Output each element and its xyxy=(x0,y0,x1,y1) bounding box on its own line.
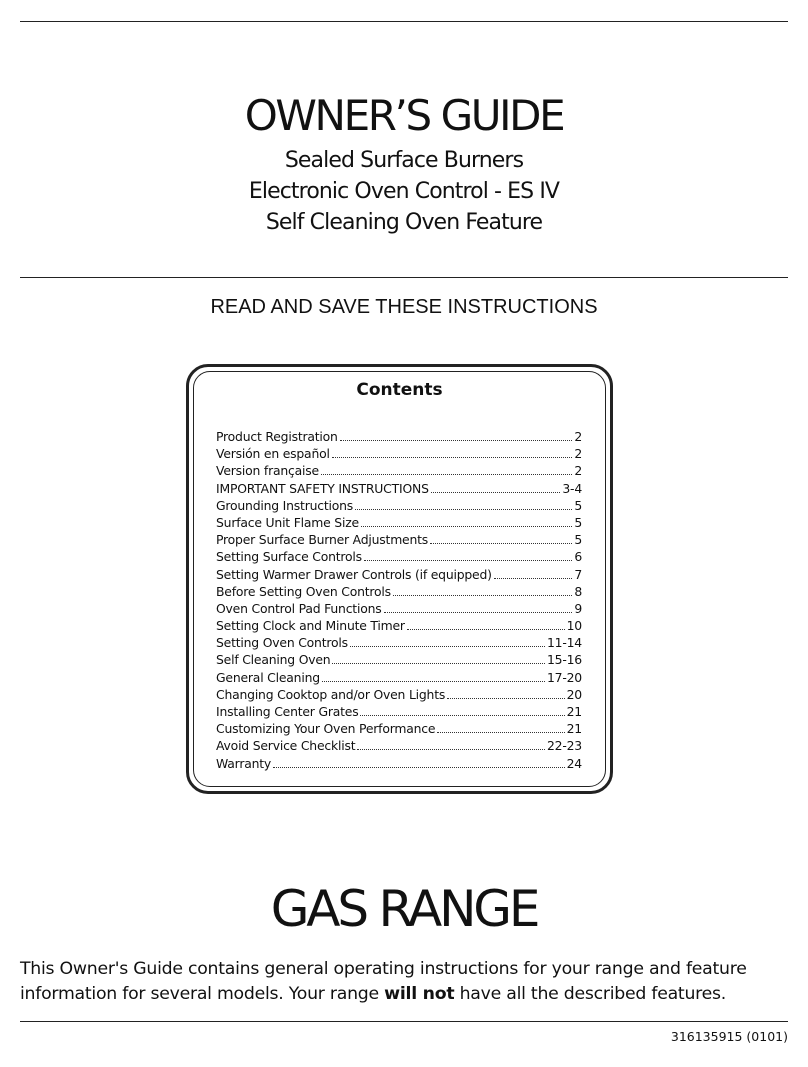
contents-box xyxy=(186,364,613,794)
contents-entry-page: 21 xyxy=(566,704,582,719)
contents-entry-leader xyxy=(340,428,573,441)
contents-entry-leader xyxy=(437,720,564,733)
contents-entry-leader xyxy=(431,480,561,493)
product-name: GAS RANGE xyxy=(270,880,538,938)
contents-entry xyxy=(216,651,582,668)
disclaimer-emphasis: will not xyxy=(384,984,455,1004)
disclaimer-text-end: have all the described features. xyxy=(454,984,727,1004)
contents-entry xyxy=(216,634,582,651)
contents-entry-page: 8 xyxy=(574,583,582,599)
contents-entry-page: 24 xyxy=(566,755,582,771)
part-number: 316135915 (0101) xyxy=(670,1029,788,1044)
contents-entry-label: Versión en español xyxy=(216,446,330,462)
contents-entry-page: 5 xyxy=(574,497,582,513)
contents-entry-label: Customizing Your Oven Performance xyxy=(216,721,436,737)
contents-entry-leader xyxy=(355,497,572,510)
contents-entry-label: Setting Surface Controls xyxy=(216,549,362,565)
disclaimer-text-start: This Owner's Guide contains general operating instructions for your range and feature information for several models. Your range xyxy=(20,959,747,1004)
contents-entry-page: 21 xyxy=(566,721,582,737)
middle-divider xyxy=(20,277,788,278)
contents-entry-label: Warranty xyxy=(216,755,272,771)
contents-entry-leader xyxy=(393,583,572,596)
contents-entry-leader xyxy=(332,651,545,664)
subtitle-self-cleaning: Self Cleaning Oven Feature xyxy=(265,210,543,235)
contents-entry xyxy=(216,737,582,754)
contents-entry-leader xyxy=(494,566,573,579)
contents-entry xyxy=(216,462,582,479)
contents-entry-label: Setting Clock and Minute Timer xyxy=(216,618,405,634)
contents-entry-label: Before Setting Oven Controls xyxy=(216,583,391,599)
contents-entry xyxy=(216,617,582,634)
contents-entry-leader xyxy=(321,462,572,475)
contents-entry xyxy=(216,669,582,686)
contents-entry-leader xyxy=(332,445,573,458)
contents-entry-label: Oven Control Pad Functions xyxy=(216,600,382,616)
contents-entry-label: Changing Cooktop and/or Oven Lights xyxy=(216,686,446,702)
contents-entry-leader xyxy=(384,600,573,613)
contents-entry-page: 9 xyxy=(574,600,582,616)
contents-entry xyxy=(216,720,582,737)
subtitle-sealed-burners: Sealed Surface Burners xyxy=(284,148,524,173)
contents-entry-label: Self Cleaning Oven xyxy=(216,652,331,668)
contents-entry-page: 20 xyxy=(566,686,582,702)
contents-entry xyxy=(216,583,582,600)
top-divider xyxy=(20,21,788,22)
contents-entry-leader xyxy=(350,634,545,647)
contents-entry xyxy=(216,600,582,617)
contents-entry-label: Setting Oven Controls xyxy=(216,635,348,651)
contents-list xyxy=(216,428,582,772)
contents-entry-leader xyxy=(364,548,572,561)
contents-entry-label: Proper Surface Burner Adjustments xyxy=(216,532,429,548)
contents-entry-label: Surface Unit Flame Size xyxy=(216,514,359,530)
contents-entry-page: 11-14 xyxy=(546,635,582,651)
contents-entry-page: 22-23 xyxy=(546,738,582,754)
contents-entry-leader xyxy=(322,669,545,682)
bottom-divider xyxy=(20,1021,788,1022)
contents-entry xyxy=(216,531,582,548)
contents-entry-leader xyxy=(361,514,572,527)
contents-entry-leader xyxy=(430,531,572,544)
contents-entry-leader xyxy=(447,686,565,699)
contents-entry-label: Grounding Instructions xyxy=(216,497,354,513)
contents-entry-label: Avoid Service Checklist xyxy=(216,738,356,754)
contents-entry-page: 15-16 xyxy=(546,652,582,668)
contents-entry-label: IMPORTANT SAFETY INSTRUCTIONS xyxy=(216,480,429,496)
contents-entry-label: Installing Center Grates xyxy=(216,704,359,719)
contents-entry-page: 5 xyxy=(574,532,582,548)
contents-entry-label: Product Registration xyxy=(216,429,338,444)
contents-entry-page: 5 xyxy=(574,514,582,530)
contents-entry xyxy=(216,428,582,445)
contents-entry xyxy=(216,514,582,531)
contents-entry-label: General Cleaning xyxy=(216,669,320,685)
contents-entry-page: 2 xyxy=(574,446,582,462)
contents-entry-leader xyxy=(407,617,565,630)
contents-heading: Contents xyxy=(356,380,443,400)
contents-entry-page: 7 xyxy=(574,566,582,582)
contents-entry-leader xyxy=(273,755,565,768)
contents-entry-label: Setting Warmer Drawer Controls (if equipped) xyxy=(216,566,492,582)
subtitle-oven-control: Electronic Oven Control - ES IV xyxy=(248,179,560,204)
contents-entry-page: 10 xyxy=(566,618,582,634)
contents-entry-page: 17-20 xyxy=(546,669,582,685)
contents-entry xyxy=(216,497,582,514)
contents-entry-page: 6 xyxy=(574,549,582,565)
read-save-notice: READ AND SAVE THESE INSTRUCTIONS xyxy=(210,296,598,318)
contents-entry xyxy=(216,686,582,703)
contents-entry xyxy=(216,755,582,772)
contents-entry xyxy=(216,548,582,565)
contents-entry xyxy=(216,445,582,462)
contents-entry-leader xyxy=(357,737,545,750)
contents-entry-label: Version française xyxy=(216,463,319,479)
contents-entry xyxy=(216,480,582,497)
guide-title: OWNER’S GUIDE xyxy=(244,91,564,140)
contents-entry xyxy=(216,566,582,583)
contents-entry-page: 3-4 xyxy=(562,480,582,496)
contents-entry-page: 2 xyxy=(574,463,582,479)
disclaimer-text xyxy=(20,957,800,1007)
contents-entry xyxy=(216,703,582,720)
contents-entry-page: 2 xyxy=(574,429,582,444)
contents-entry-leader xyxy=(360,703,564,716)
